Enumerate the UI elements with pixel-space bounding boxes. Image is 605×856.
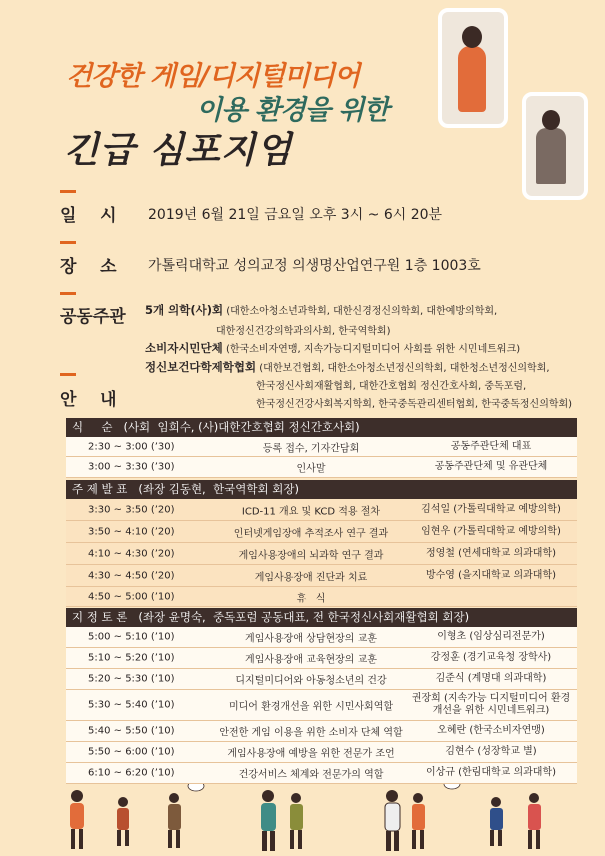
- accent-dash: [60, 241, 76, 244]
- row-speaker: 김석일 (가톨릭대학교 예방의학): [421, 503, 561, 515]
- place-label: 장 소: [60, 257, 117, 277]
- table-row: [66, 565, 577, 587]
- date-label: 일 시: [60, 206, 117, 226]
- row-time: 5:40 ~ 5:50 (’10): [88, 725, 175, 737]
- table-row: [66, 742, 577, 763]
- row-speaker: 방수영 (을지대학교 의과대학): [425, 569, 557, 581]
- row-speaker: 임현우 (가톨릭대학교 예방의학): [421, 525, 561, 537]
- section-header-presentations: 주 제 발 표 (좌장 김동현, 한국역학회 회장): [66, 480, 577, 499]
- row-topic: 게임사용장애 예방을 위한 전문가 조언: [227, 748, 395, 760]
- row-speaker: 강정훈 (경기교육청 장학사): [430, 652, 552, 663]
- title-line-1: 건강한 게임/디지털미디어: [66, 61, 360, 92]
- table-row: [66, 521, 577, 543]
- row-speaker: 공동주관단체 및 유관단체: [434, 461, 548, 472]
- row-topic: 안전한 게임 이용을 위한 소비자 단체 역할: [219, 727, 403, 739]
- host-org-members-cont: 한국정신사회재활협회, 대한간호협회 정신간호사회, 중독포럼,: [256, 381, 527, 392]
- host-org-name: 정신보건다학제학협회: [145, 360, 257, 374]
- row-time: 5:00 ~ 5:10 (’10): [88, 631, 175, 643]
- section-header-discussion: 지 정 토 론 (좌장 윤명숙, 중독포럼 공동대표, 전 한국정신사회재활협회 회장): [66, 608, 577, 627]
- host-org-members-cont: 대한정신건강의학과의사회, 한국역학회): [216, 326, 391, 337]
- host-org-members: (한국소비자연맹, 지속가능디지털미디어 사회를 위한 시민네트워크): [225, 344, 521, 355]
- guide-label: 안 내: [60, 390, 117, 410]
- row-time: 4:30 ~ 4:50 (’20): [88, 570, 175, 581]
- person-illustration: [536, 128, 566, 184]
- table-row: [66, 543, 577, 565]
- row-time: 5:10 ~ 5:20 (’10): [88, 652, 175, 664]
- row-topic: 인터넷게임장애 추적조사 연구 결과: [233, 528, 389, 539]
- accent-dash: [60, 292, 76, 295]
- title-line-3: 긴급 심포지엄: [64, 130, 293, 171]
- table-row: [66, 587, 577, 607]
- speech-bubble-icon: [188, 784, 460, 791]
- host-org-3: [145, 359, 550, 375]
- row-time: 3:00 ~ 3:30 (’30): [88, 461, 175, 473]
- host-label: 공동주관: [60, 307, 126, 327]
- accent-dash: [60, 373, 76, 376]
- title-line-2: 이용 환경을 위한: [196, 95, 389, 126]
- person-illustration: [458, 46, 486, 112]
- row-time: 4:10 ~ 4:30 (’20): [88, 548, 175, 559]
- table-row: [66, 648, 577, 669]
- table-row: [66, 721, 577, 742]
- row-topic: 게임사용장애 상담현장의 교훈: [245, 633, 377, 645]
- row-time: 5:50 ~ 6:00 (’10): [88, 746, 175, 758]
- date-value: 2019년 6월 21일 금요일 오후 3시 ~ 6시 20분: [148, 207, 443, 223]
- row-topic: 등록 접수, 기자간담회: [262, 443, 360, 454]
- row-time: 5:30 ~ 5:40 (’10): [88, 699, 175, 711]
- person-head-illustration: [462, 26, 482, 48]
- row-speaker: 정영철 (연세대학교 의과대학): [425, 547, 557, 559]
- row-topic: 게임사용장애 진단과 치료: [254, 572, 368, 583]
- host-org-1: [145, 302, 497, 318]
- row-topic: 게임사용장애 교육현장의 교훈: [245, 654, 377, 666]
- table-row: [66, 669, 577, 690]
- row-time: 3:30 ~ 3:50 (’20): [88, 504, 175, 515]
- row-topic: 휴 식: [296, 593, 326, 604]
- table-row: [66, 499, 577, 521]
- row-topic: 인사말: [296, 463, 326, 475]
- table-row: [66, 627, 577, 648]
- row-time: 5:20 ~ 5:30 (’10): [88, 673, 175, 685]
- row-speaker: 김현수 (성장학교 별): [445, 746, 537, 757]
- row-topic: 게임사용장애의 뇌과학 연구 결과: [238, 550, 384, 561]
- person-icon: [70, 790, 541, 851]
- section-header-program: 식 순 (사회 임희수, (사)대한간호협회 정신간호사회): [66, 418, 577, 437]
- row-speaker: 오혜란 (한국소비자연맹): [437, 725, 545, 736]
- host-org-members: (대한소아청소년과학회, 대한신경정신의학회, 대한예방의학회,: [226, 306, 498, 317]
- people-illustration: [0, 784, 605, 856]
- host-org-members: (대한보건협회, 대한소아청소년정신의학회, 대한청소년정신의학회,: [259, 363, 550, 374]
- row-time: 3:50 ~ 4:10 (’20): [88, 526, 175, 537]
- accent-dash: [60, 190, 76, 193]
- host-org-2: [145, 340, 520, 356]
- row-speaker: 권장희 (지속가능 디지털미디어 환경 개선을 위한 시민네트워크): [411, 693, 571, 716]
- table-row: [66, 763, 577, 784]
- place-value: 가톨릭대학교 성의교정 의생명산업연구원 1층 1003호: [148, 258, 481, 274]
- host-org-name: 소비자시민단체: [145, 341, 223, 355]
- host-org-members-cont: 한국정신건강사회복지학회, 한국중독관리센터협회, 한국중독정신의학회): [256, 399, 573, 410]
- row-time: 6:10 ~ 6:20 (’10): [88, 767, 175, 779]
- table-row: [66, 457, 577, 478]
- person-head-illustration: [542, 110, 560, 130]
- smartphone-illustration-top: [438, 8, 508, 128]
- row-topic: 디지털미디어와 아동청소년의 건강: [235, 675, 387, 687]
- smartphone-illustration-bottom: [522, 92, 588, 200]
- row-time: 2:30 ~ 3:00 (’30): [88, 441, 175, 452]
- table-row: [66, 437, 577, 457]
- row-speaker: 이상규 (한림대학교 의과대학): [425, 767, 557, 778]
- host-org-name: 5개 의학(사)회: [145, 303, 224, 317]
- row-speaker: 김준식 (계명대 의과대학): [435, 673, 547, 684]
- row-topic: ICD-11 개요 및 KCD 적용 절차: [241, 506, 381, 517]
- table-row: [66, 690, 577, 721]
- row-topic: 건강서비스 체계와 전문가의 역할: [238, 769, 384, 781]
- row-speaker: 공동주관단체 대표: [450, 440, 532, 452]
- row-topic: 미디어 환경개선을 위한 시민사회역할: [228, 701, 394, 713]
- row-time: 4:50 ~ 5:00 (’10): [88, 591, 175, 602]
- row-speaker: 이형초 (임상심리전문가): [437, 631, 545, 642]
